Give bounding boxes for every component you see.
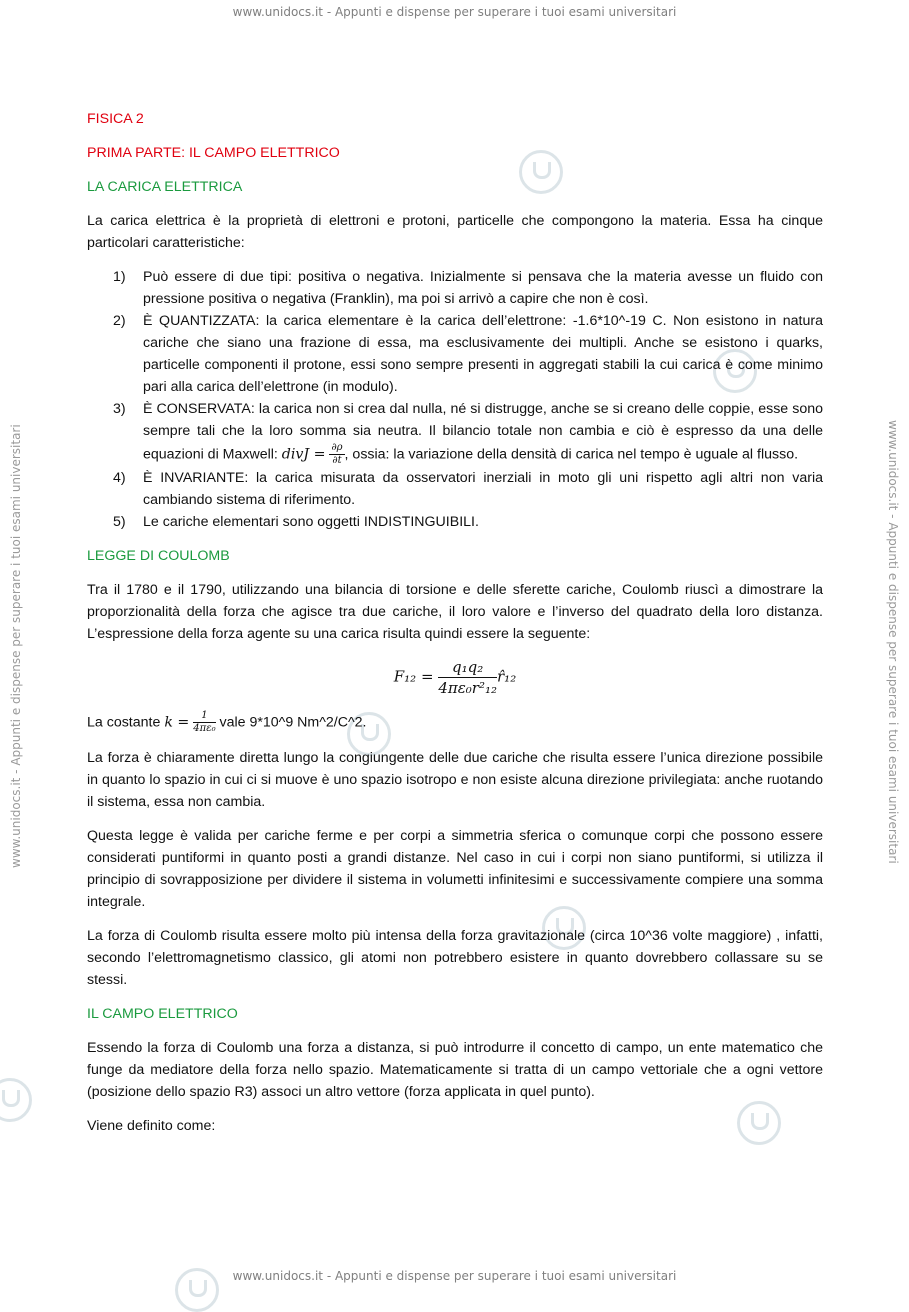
fraction-denominator: 4πε₀ (193, 723, 216, 734)
section-heading-campo: IL CAMPO ELETTRICO (87, 1006, 238, 1022)
fraction-numerator: q₁q₂ (438, 657, 497, 678)
paragraph: Tra il 1780 e il 1790, utilizzando una bilancia di torsione e delle sferette cariche, Coulomb riuscì a dimostrare la proporzionalità della forza che agisce tra due cariche, il loro valore e l’inverso del quadrato della loro distanza. L’espressione della forza agente su una carica risulta quindi essere la seguente: (87, 582, 823, 642)
maxwell-fraction (329, 442, 344, 467)
constant-text: La costante (87, 714, 165, 731)
list-item (87, 266, 823, 310)
fraction-denominator: 4πε₀r²₁₂ (438, 679, 498, 697)
list-number: 5) (113, 514, 126, 530)
list-item-text: È CONSERVATA: la carica non si crea dal nulla, né si distrugge, anche se si creano delle coppie, esse sono sempre tali che la loro somma sia neutra. Il bilancio totale non cambia e ciò è espresso da una delle equazioni di Maxwell: (143, 401, 823, 463)
constant-fraction (193, 710, 215, 735)
list-item-text: , ossia: la variazione della densità di carica nel tempo è uguale al flusso. (344, 446, 799, 463)
document-title: FISICA 2 (87, 111, 144, 127)
paragraph: Viene definito come: (87, 1118, 216, 1134)
list-item (87, 398, 823, 467)
characteristics-list (87, 266, 823, 533)
watermark-logo-icon (0, 1078, 32, 1122)
fraction-numerator: ∂ρ (331, 442, 343, 453)
list-item (87, 467, 823, 511)
list-item (87, 310, 823, 398)
constant-value: vale 9*10^9 Nm^2/C^2. (215, 714, 367, 731)
paragraph: La carica elettrica è la proprietà di elettroni e protoni, particelle che compongono la materia. Essa ha cinque particolari caratteristiche: (87, 213, 823, 251)
document-body (87, 108, 823, 1149)
list-number: 1) (113, 269, 126, 285)
watermark-side-right: www.unidocs.it - Appunti e dispense per superare i tuoi esami universitari (886, 420, 900, 864)
part-title: PRIMA PARTE: IL CAMPO ELETTRICO (87, 145, 340, 161)
fraction-numerator: 1 (193, 710, 215, 723)
paragraph: Questa legge è valida per cariche ferme e per corpi a simmetria sferica o comunque corpi che possono essere considerati puntiformi in quanto posti a grandi distanze. Nel caso in cui i corpi non siano puntiformi, si utilizza il principio di sovrapposizione per dividere il sistema in volumetti infinitesimi e successivamente compiere una somma integrale. (87, 828, 823, 910)
list-item-text: Le cariche elementari sono oggetti INDISTINGUIBILI. (143, 514, 479, 530)
watermark-logo-icon (175, 1268, 219, 1312)
list-item-text: È INVARIANTE: la carica misurata da osservatori inerziali in moto gli uni rispetto agli altri non varia cambiando sistema di riferimento. (143, 470, 823, 508)
list-item (87, 511, 823, 533)
formula-fraction (438, 657, 497, 698)
coulomb-formula (87, 657, 823, 698)
section-heading-carica: LA CARICA ELETTRICA (87, 179, 243, 195)
paragraph-constant (87, 710, 823, 735)
unit-vector: r̂₁₂ (497, 667, 517, 686)
paragraph: Essendo la forza di Coulomb una forza a distanza, si può introdurre il concetto di campo, un ente matematico che funge da mediatore della forza nello spazio. Matematicamente si tratta di un campo vettoriale che a ogni vettore (posizione dello spazio R3) associ un altro vettore (forza applicata in quel punto). (87, 1040, 823, 1100)
paragraph: La forza di Coulomb risulta essere molto più intensa della forza gravitazionale (circa 10^36 volte maggiore) , infatti, secondo l’elettromagnetismo classico, gli atomi non potrebbero esistere in quanto dovrebbero collassare su se stessi. (87, 928, 823, 988)
list-number: 4) (113, 470, 126, 486)
watermark-side-left: www.unidocs.it - Appunti e dispense per superare i tuoi esami universitari (9, 424, 23, 868)
watermark-top: www.unidocs.it - Appunti e dispense per superare i tuoi esami universitari (232, 5, 677, 19)
list-number: 3) (113, 401, 126, 417)
paragraph: La forza è chiaramente diretta lungo la congiungente delle due cariche che risulta essere l’unica direzione possibile in quanto lo spazio in cui ci si muove è uno spazio isotropo e non esiste alcuna direzione privilegiata: anche ruotando il sistema, essa non cambia. (87, 750, 823, 810)
formula-lhs: F₁₂ = (393, 667, 434, 686)
maxwell-lhs: divJ = (281, 446, 326, 463)
list-item-text: Può essere di due tipi: positiva o negativa. Inizialmente si pensava che la materia avesse un fluido con pressione positiva o negativa (Franklin), ma poi si arrivò a capire che non è così. (143, 269, 823, 307)
watermark-bottom: www.unidocs.it - Appunti e dispense per superare i tuoi esami universitari (232, 1269, 677, 1283)
fraction-denominator: ∂t (332, 455, 342, 466)
list-item-text: È QUANTIZZATA: la carica elementare è la carica dell’elettrone: -1.6*10^-19 C. Non esistono in natura cariche che siano una frazione di essa, ma esclusivamente dei multipli. Anche se esistono i quarks, particelle componenti il protone, essi sono sempre presenti in aggregati stabili la cui carica è come minimo pari alla carica dell’elettrone (in modulo). (143, 313, 823, 395)
list-number: 2) (113, 313, 126, 329)
section-heading-coulomb: LEGGE DI COULOMB (87, 548, 230, 564)
constant-k: k = (164, 714, 190, 731)
